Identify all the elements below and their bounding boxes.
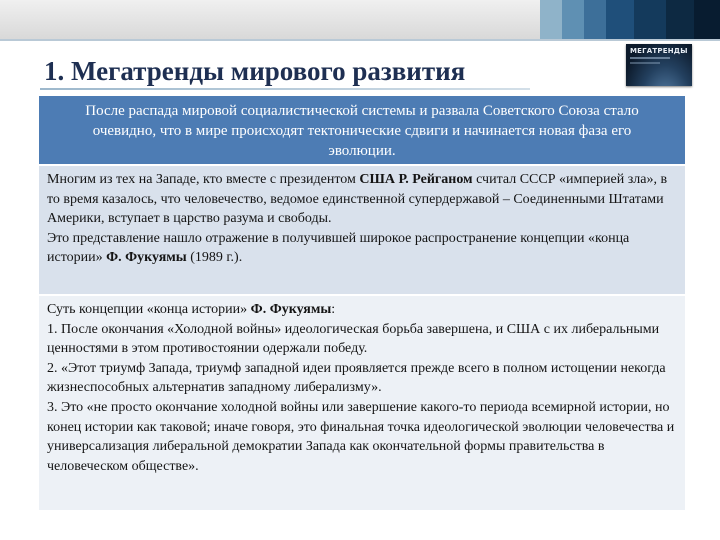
book-cover-title: МЕГАТРЕНДЫ — [630, 47, 688, 55]
top-bar-segment — [694, 0, 720, 40]
bold-text: Ф. Фукуямы — [250, 302, 332, 317]
book-cover-line — [630, 57, 670, 59]
top-bar-segment — [562, 0, 584, 40]
book-cover-line — [630, 62, 660, 64]
table-row — [39, 166, 685, 294]
text-span: Многим из тех на Западе, кто вместе с президентом — [47, 172, 360, 187]
top-bar-segment — [540, 0, 562, 40]
row1-paragraph2 — [47, 229, 677, 268]
title-underline — [40, 88, 530, 90]
bold-text: Ф. Фукуямы — [106, 250, 187, 266]
row2-item-3: 3. Это «не просто окончание холодной войны или завершение какого-то периода всемирной истории, но конец истории как таковой; иначе говоря, это финальная точка идеологической эволюции человечества и универсализация либеральной демократии Запада как окончательной формы правительства в человеческом обществе». — [47, 399, 675, 474]
text-span: (1989 г.). — [186, 250, 243, 266]
table-row — [39, 296, 685, 510]
bold-text: США Р. Рейганом — [359, 172, 473, 187]
row2-item-1: 1. После окончания «Холодной войны» идеологическая борьба завершена, и США с их либеральными ценностями в этом противостоянии одержали победу. — [47, 321, 660, 357]
top-bar-segment — [606, 0, 634, 40]
slide-title: 1. Мегатренды мирового развития — [44, 56, 466, 86]
top-bar-segment — [666, 0, 694, 40]
top-bar-segment — [584, 0, 606, 40]
text-span: : — [331, 302, 336, 317]
book-cover-image — [626, 44, 692, 86]
row2-item-2: 2. «Этот триумф Запада, триумф западной идеи проявляется прежде всего в полном истощении некогда жизнеспособных альтернатив западному либерализму». — [47, 360, 666, 396]
top-divider — [0, 39, 720, 41]
top-bar-segment — [634, 0, 666, 40]
table-header-cell: После распада мировой социалистической системы и развала Советского Союза стало очевидно, что в мире происходят тектонические сдвиги и начинается новая фаза его эволюции. — [39, 96, 685, 164]
text-span: Суть концепции «конца истории» — [47, 302, 251, 317]
top-decor-bar — [0, 0, 720, 40]
text-span: считал СССР «империей зла», в то время казалось, что человечество, ведомое единственной супердержавой – Соединенными Штатами Америки, вступает в царство разума и свободы. — [47, 172, 668, 227]
text-span: Это представление нашло отражение в получившей широкое распространение концепции «конца истории» — [47, 230, 630, 266]
top-bar-grey-segment — [0, 0, 540, 40]
row1-paragraph1 — [47, 170, 677, 229]
row2-intro — [47, 300, 677, 320]
